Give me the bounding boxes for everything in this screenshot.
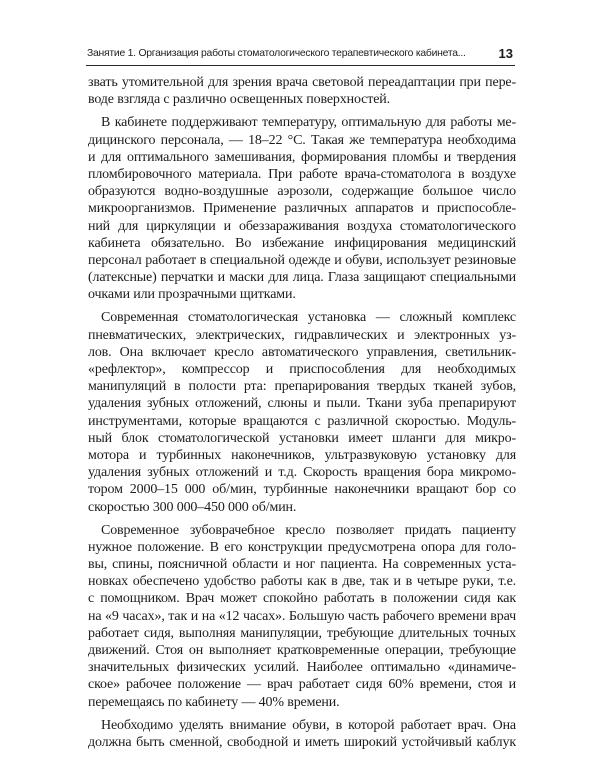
text-line: Современная стоматологическая установка — сложный комплекс [101, 310, 516, 326]
text-line: воде взгляда с различно освещенных поверхностей. [88, 92, 390, 108]
text-line: новках обеспечено удобство работы как в две, так и в четыре руки, т.е. [88, 574, 516, 590]
text-line: перемещаясь по кабинету — 40% времени. [88, 694, 340, 710]
text-line: вы, спины, поясничной области и ног пациента. На современных уста- [88, 557, 516, 573]
text-line: пневматических, электрических, гидравлических и электронных уз- [88, 327, 516, 343]
text-line: (латексные) перчатки и маски для лица. Глаза защищают специальными [88, 270, 516, 286]
text-line: и для оптимального замешивания, формирования пломбы и твердения [88, 149, 516, 165]
text-line: значительных физических усилий. Наиболее оптимально «динамиче- [88, 660, 516, 676]
text-line: манипуляций в полости рта: препарирования твердых тканей зубов, [88, 379, 516, 395]
text-line: лов. Она включает кресло автоматического управления, светильник- [88, 344, 516, 360]
chapter-title: Занятие 1. Организация работы стоматологического терапевтического кабинета... [87, 48, 466, 59]
text-line: движений. Стоя он выполняет кратковременные операции, требующие [88, 643, 516, 658]
text-line: нужное положение. В его конструкции предусмотрена опора для голо- [88, 539, 516, 555]
paragraph [88, 522, 516, 711]
text-line: персонал работает в специальной одежде и обуви, использует резиновые [88, 252, 516, 268]
text-line: Современное зубоврачебное кресло позволяет придать пациенту [101, 522, 516, 538]
running-header [86, 47, 515, 66]
text-line: пломбировочного материала. При работе врача-стоматолога в воздухе [88, 166, 516, 182]
text-line: ный блок стоматологической установки имеет шланги для микро- [88, 430, 516, 446]
text-line: должна быть сменной, свободной и иметь широкий устойчивый каблук [88, 734, 516, 750]
paragraph [88, 114, 516, 303]
text-line: мотора и турбинных наконечников, ультразвуковую установку для [88, 447, 516, 463]
text-line: В кабинете поддерживают температуру, оптимальную для работы ме- [101, 115, 516, 131]
text-line: на «9 часах», так и на «12 часах». Большую часть рабочего времени врач [88, 608, 516, 624]
text-line: «рефлектор», компрессор и приспособления для необходимых [88, 362, 516, 377]
text-line: с помощником. Врач может спокойно работать в положении сидя как [88, 591, 516, 607]
text-line: тором 2000–15 000 об/мин, турбинные наконечники вращают бор со [88, 482, 516, 498]
text-line: удаления зубных отложений и т.д. Скорость вращения бора микромо- [88, 465, 516, 481]
text-line: образуются водно-воздушные аэрозоли, содержащие большое число [88, 184, 516, 200]
text-line: звать утомительной для зрения врача световой переадаптации при пере- [88, 75, 516, 90]
text-line: ское» рабочее положение — врач работает сидя 60% времени, стоя и [88, 677, 516, 693]
paragraph [88, 717, 516, 751]
text-line: Необходимо уделять внимание обуви, в которой работает врач. Она [101, 717, 516, 733]
text-line: инструментами, которые вращаются с различной скоростью. Модуль- [88, 413, 516, 429]
text-line: очками или прозрачными щитками. [88, 287, 296, 303]
text-line: ний для циркуляции и обеззараживания воздуха стоматологического [88, 218, 516, 234]
body-text [88, 74, 516, 757]
text-line: скоростью 300 000–450 000 об/мин. [88, 499, 297, 515]
text-line: дицинского персонала, — 18–22 °C. Такая же температура необходима [88, 132, 516, 148]
page-number: 13 [498, 46, 513, 61]
text-line: работает сидя, выполняя манипуляции, требующие длительных точных [88, 625, 516, 641]
text-line: кабинета обязательно. Во избежание инфицирования медицинский [88, 235, 516, 251]
paragraph [88, 74, 516, 108]
paragraph [88, 309, 516, 515]
text-line: микроорганизмов. Применение различных аппаратов и приспособле- [88, 201, 516, 217]
text-line: удаления зубных отложений, слюны и пыли. Ткани зуба препарируют [88, 396, 516, 412]
